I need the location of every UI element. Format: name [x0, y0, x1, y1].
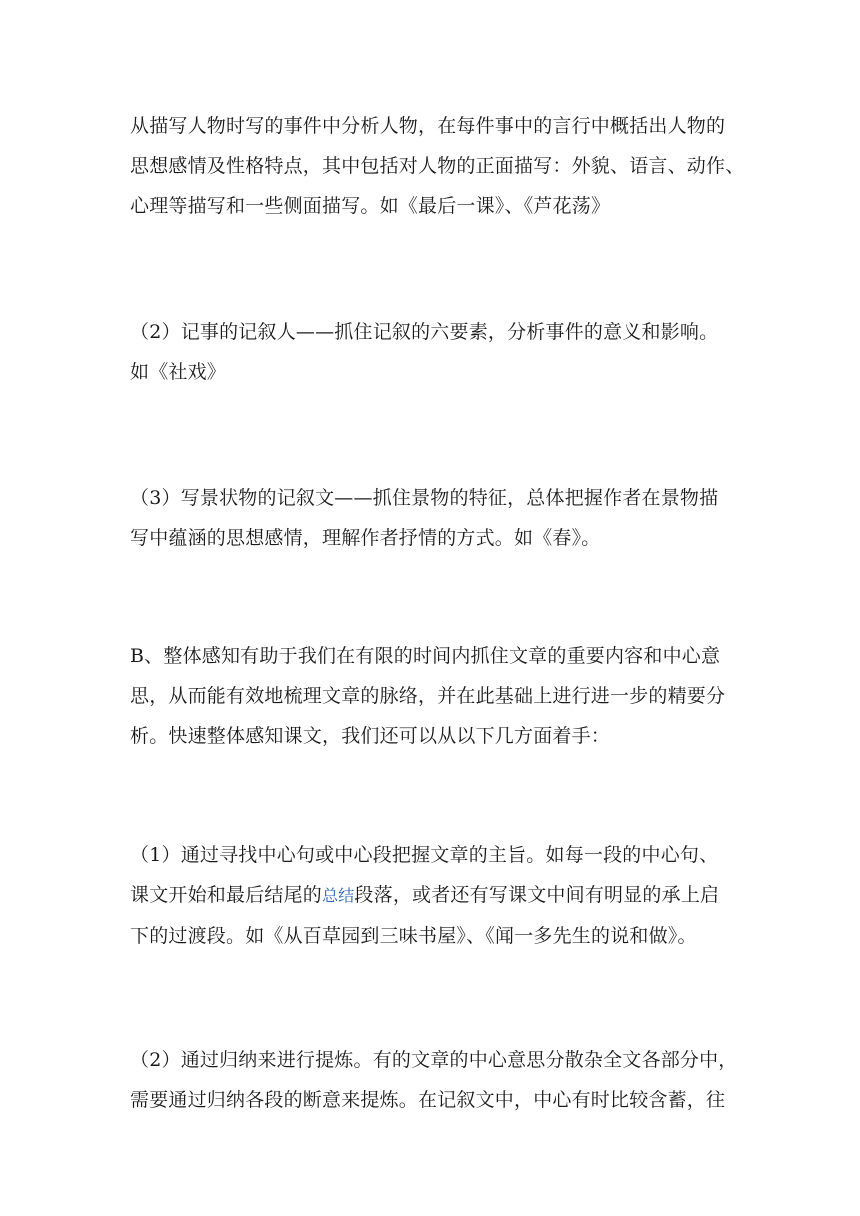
- paragraph-induction: [130, 1040, 738, 1120]
- text-line: [130, 875, 734, 916]
- text-segment: 课文开始和最后结尾的: [130, 884, 323, 906]
- paragraph-character-analysis: [130, 106, 745, 226]
- text-line: 如《社戏》: [130, 361, 227, 383]
- text-line: 思想感情及性格特点，其中包括对人物的正面描写：外貌、语言、动作、: [130, 155, 745, 177]
- paragraph-central-sentence: [130, 835, 734, 956]
- text-line: （1）通过寻找中心句或中心段把握文章的主旨。如每一段的中心句、: [130, 844, 719, 866]
- text-line: 下的过渡段。如《从百草园到三味书屋》、《闻一多先生的说和做》。: [130, 925, 697, 947]
- text-line: 心理等描写和一些侧面描写。如《最后一课》、《芦花荡》: [130, 195, 611, 217]
- paragraph-overall-perception: [130, 636, 734, 756]
- summary-link[interactable]: 总结: [322, 886, 355, 905]
- text-line: 析。快速整体感知课文，我们还可以从以下几方面着手：: [130, 725, 611, 747]
- text-line: （2）通过归纳来进行提炼。有的文章的中心意思分散杂全文各部分中，: [130, 1049, 738, 1071]
- text-line: 写中蕴涵的思想感情，理解作者抒情的方式。如《春》。: [130, 527, 601, 549]
- paragraph-event-narrative: [130, 312, 734, 392]
- text-line: B、整体感知有助于我们在有限的时间内抓住文章的重要内容和中心意: [130, 645, 721, 667]
- paragraph-scenery-narrative: [130, 478, 734, 558]
- text-line: （3）写景状物的记叙文——抓住景物的特征，总体把握作者在景物描: [130, 487, 719, 509]
- text-line: 从描写人物时写的事件中分析人物，在每件事中的言行中概括出人物的: [130, 115, 726, 137]
- text-segment: 段落，或者还有写课文中间有明显的承上启: [354, 884, 720, 906]
- text-line: （2）记事的记叙人——抓住记叙的六要素，分析事件的意义和影响。: [130, 321, 719, 343]
- text-line: 需要通过归纳各段的断意来提炼。在记叙文中，中心有时比较含蓄，往: [130, 1089, 726, 1111]
- text-line: 思，从而能有效地梳理文章的脉络，并在此基础上进行进一步的精要分: [130, 685, 726, 707]
